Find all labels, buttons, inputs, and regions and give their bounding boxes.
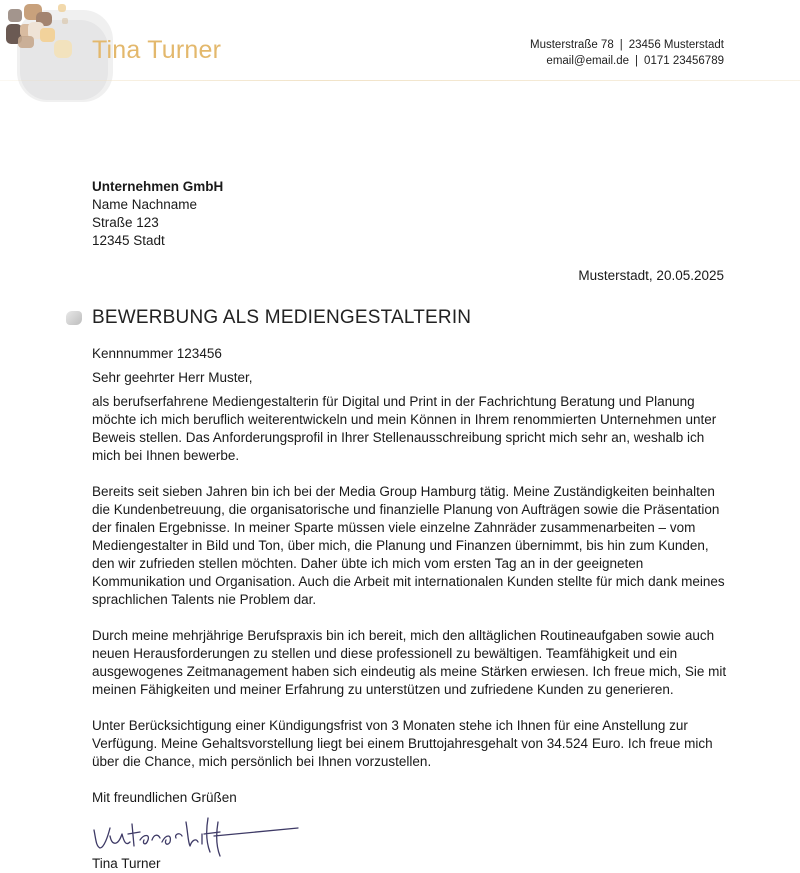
closing: Mit freundlichen Grüßen [92, 790, 237, 805]
signer-name: Tina Turner [92, 856, 161, 871]
sender-city: 23456 Musterstadt [628, 39, 724, 51]
recipient-contact: Name Nachname [92, 197, 198, 212]
letter-body [92, 345, 727, 807]
recipient-company: Unternehmen GmbH [92, 179, 224, 194]
letter-subject: BEWERBUNG ALS MEDIENGESTALTERIN [92, 307, 472, 328]
letter-date: Musterstadt, 20.05.2025 [578, 268, 724, 283]
letterhead [0, 0, 800, 110]
sender-address-line [530, 38, 724, 54]
recipient-street: Straße 123 [92, 215, 159, 230]
sender-contact-line [530, 54, 724, 70]
sender-contact [530, 38, 724, 69]
paragraph-2: Bereits seit sieben Jahren bin ich bei der Media Group Hamburg tätig. Meine Zuständigkeiten beinhalten die Kundenbetreuung, die organisatorische und finanzielle Planung von Aufträgen sowie die Präsentation der finalen Ergebnisse. In meiner Sparte müssen viele einzelne Zahnräder zusammenarbeiten – vom Mediengestalter in Bild und Ton, über mich, die Planung und Finanzen übernimmt, bis hin zum Kunden, den wir zufrieden stellen möchten. Daher übte ich mich vom ersten Tag an in der geeigneten Kommunikation und Organisation. Auch die Arbeit mit internationalen Kunden stellte für mich dank meines sprachlichen Talents nie Problem dar. [92, 484, 725, 607]
separator: | [635, 54, 639, 67]
salutation: Sehr geehrter Herr Muster, [92, 370, 253, 385]
paragraph-1: als berufserfahrene Mediengestalterin für Digital und Print in der Fachrichtung Beratung und Planung möchte ich mich beruflich weiterentwickeln und mein Können in Ihrem renommierten Unternehmen unter Beweis stellen. Das Anforderungsprofil in Ihrer Stellenausschreibung spricht mich sehr an, weshalb ich mich bei Ihnen bewerbe. [92, 394, 717, 463]
recipient-address [92, 178, 223, 250]
handwritten-signature [88, 812, 308, 862]
subject-bullet-icon [66, 311, 82, 325]
sender-street: Musterstraße 78 [530, 39, 614, 51]
reference-number: Kennnummer 123456 [92, 346, 222, 361]
sender-name: Tina Turner [92, 36, 222, 64]
separator: | [619, 39, 623, 51]
paragraph-3: Durch meine mehrjährige Berufspraxis bin ich bereit, mich den alltäglichen Routineaufgaben sowie auch neuen Herausforderungen zu stellen und diese professionell zu bewältigen. Teamfähigkeit und ein ausgewogenes Zeitmanagement haben sich eindeutig als meine Stärken erwiesen. Ich freue mich, Sie mit meinen Fähigkeiten und meiner Erfahrung zu unterstützen und zufriedene Kunden zu generieren. [92, 628, 727, 697]
sender-email: email@email.de [546, 54, 630, 67]
sender-phone: 0171 23456789 [644, 54, 724, 67]
recipient-city: 12345 Stadt [92, 233, 165, 248]
header-divider [0, 80, 800, 81]
paragraph-4: Unter Berücksichtigung einer Kündigungsfrist von 3 Monaten stehe ich Ihnen für eine Anstellung zur Verfügung. Meine Gehaltsvorstellung liegt bei einem Bruttojahresgehalt von 34.524 Euro. Ich freue mich über die Chance, mich persönlich bei Ihnen vorzustellen. [92, 718, 713, 769]
